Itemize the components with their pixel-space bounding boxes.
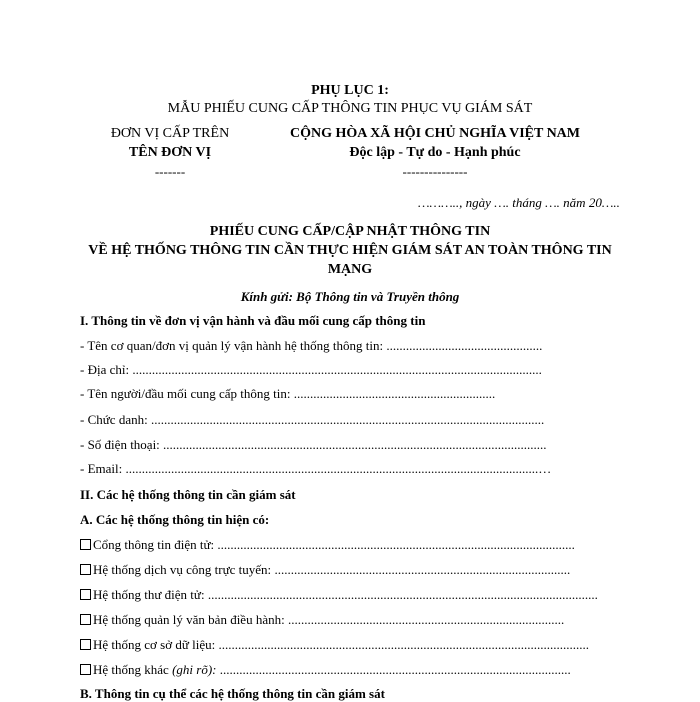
system-row-document-management[interactable] (80, 612, 564, 628)
appendix-title: PHỤ LỤC 1: (311, 83, 389, 98)
field-org-name[interactable]: - Tên cơ quan/đơn vị quản lý vận hành hệ thống thông tin: ................................................ (80, 338, 543, 353)
field-address[interactable]: - Địa chỉ: .............................................................................................................................. (80, 362, 542, 377)
system-note: (ghi rõ): (172, 662, 217, 677)
system-dots: .............................................................................................................. (214, 537, 575, 552)
system-dots: .................................................................................................................. (215, 637, 589, 652)
system-label: Hệ thống cơ sở dữ liệu: (93, 637, 216, 652)
field-email[interactable]: - Email: ...............................................................................................................................… (80, 461, 552, 476)
left-header-line2: TÊN ĐƠN VỊ (128, 145, 212, 160)
checkbox-icon[interactable] (80, 539, 91, 550)
system-row-other[interactable] (80, 662, 571, 678)
system-dots: ............................................................................................................ (216, 662, 571, 677)
recipient: Kính gửi: Bộ Thông tin và Truyền thông (240, 289, 460, 304)
checkbox-icon[interactable] (80, 564, 91, 575)
system-dots: ........................................................................................................................ (204, 587, 598, 602)
appendix-subtitle: MẪU PHIẾU CUNG CẤP THÔNG TIN PHỤC VỤ GIÁM SÁT (167, 101, 533, 116)
date-line: ……….., ngày …. tháng …. năm 20….. (418, 195, 620, 210)
section2-heading: II. Các hệ thống thông tin cần giám sát (80, 487, 296, 502)
system-row-portal[interactable] (80, 537, 575, 553)
left-header-line1: ĐƠN VỊ CẤP TRÊN (110, 126, 230, 141)
section2-subheading-a: A. Các hệ thống thông tin hiện có: (80, 512, 270, 527)
field-position[interactable]: - Chức danh: ......................................................................................................................... (80, 412, 545, 427)
form-title-line2: VỀ HỆ THỐNG THÔNG TIN CẦN THỰC HIỆN GIÁM SÁT AN TOÀN THÔNG TIN (88, 243, 612, 258)
system-row-database[interactable] (80, 637, 589, 653)
right-header-line1: CỘNG HÒA XÃ HỘI CHỦ NGHĨA VIỆT NAM (289, 126, 580, 141)
section2-subheading-b: B. Thông tin cụ thể các hệ thống thông tin cần giám sát (80, 686, 385, 701)
system-label: Cổng thông tin điện tử: (93, 537, 215, 552)
system-label: Hệ thống dịch vụ công trực tuyến: (93, 562, 272, 577)
checkbox-icon[interactable] (80, 614, 91, 625)
system-dots: ........................................................................................... (271, 562, 571, 577)
system-dots: ..................................................................................... (284, 612, 565, 627)
system-label: Hệ thống thư điện tử: (93, 587, 205, 602)
section1-heading: I. Thông tin về đơn vị vận hành và đầu mối cung cấp thông tin (80, 313, 426, 328)
system-label: Hệ thống khác (93, 662, 173, 677)
system-label: Hệ thống quản lý văn bản điều hành: (93, 612, 285, 627)
checkbox-icon[interactable] (80, 639, 91, 650)
system-row-email[interactable] (80, 587, 598, 603)
form-title-line3: MẠNG (327, 262, 373, 277)
checkbox-icon[interactable] (80, 664, 91, 675)
form-title-line1: PHIẾU CUNG CẤP/CẬP NHẬT THÔNG TIN (209, 224, 491, 239)
field-phone[interactable]: - Số điện thoại: ...................................................................................................................... (80, 437, 547, 452)
checkbox-icon[interactable] (80, 589, 91, 600)
recipient-line (0, 289, 700, 305)
right-header-line3: --------------- (402, 164, 468, 179)
right-header-line2: Độc lập - Tự do - Hạnh phúc (349, 145, 521, 160)
field-contact-name[interactable]: - Tên người/đầu mối cung cấp thông tin: .............................................................. (80, 386, 496, 401)
left-header-line3: ------- (154, 164, 186, 179)
system-row-public-service[interactable] (80, 562, 570, 578)
